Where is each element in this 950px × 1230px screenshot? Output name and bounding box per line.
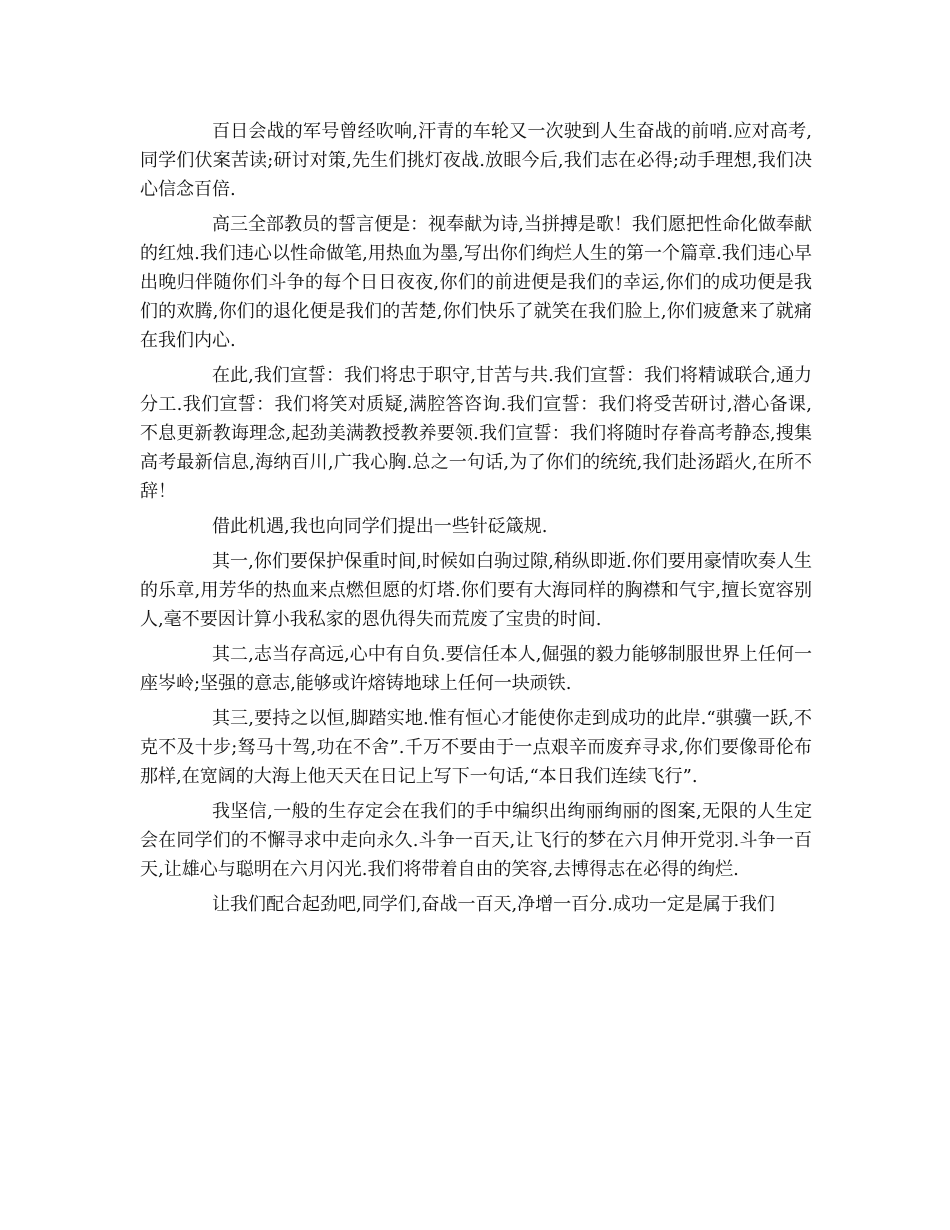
document-body (140, 117, 812, 925)
paragraph-1: 百日会战的军号曾经吹响,汗青的车轮又一次驶到人生奋战的前哨.应对高考,同学们伏案苦读;研讨对策,先生们挑灯夜战.放眼今后,我们志在必得;动手理想,我们决心信念百倍. (140, 121, 812, 200)
paragraph-5: 其一,你们要保护保重时间,时候如白驹过隙,稍纵即逝.你们要用豪情吹奏人生的乐章,用芳华的热血来点燃但愿的灯塔.你们要有大海同样的胸襟和气宇,擅长宽容别人,毫不要因计算小我私家的恩仇得失而荒废了宝贵的时间. (140, 551, 812, 630)
paragraph-3: 在此,我们宣誓：我们将忠于职守,甘苦与共.我们宣誓：我们将精诚联合,通力分工.我们宣誓：我们将笑对质疑,满腔答咨询.我们宣誓：我们将受苦研讨,潜心备课,不息更新教诲理念,起劲美满教授教养要领.我们宣誓：我们将随时存眷高考静态,搜集高考最新信息,海纳百川,广我心胸.总之一句话,为了你们的统统,我们赴汤蹈火,在所不辞！ (140, 365, 812, 502)
paragraph-9: 让我们配合起劲吧,同学们,奋战一百天,净增一百分.成功一定是属于我们 (212, 894, 775, 915)
paragraph-6: 其二,志当存高远,心中有自负.要信任本人,倔强的毅力能够制服世界上任何一座岑岭;坚强的意志,能够或许熔铸地球上任何一块顽铁. (140, 644, 812, 694)
paragraph-7: 其三,要持之以恒,脚踏实地.惟有恒心才能使你走到成功的此岸.“骐骥一跃,不克不及十步;驽马十驾,功在不舍”.千万不要由于一点艰辛而废弃寻求,你们要像哥伦布那样,在宽阔的大海上他天天在日记上写下一句话,“本日我们连续飞行”. (140, 708, 812, 787)
paragraph-4: 借此机遇,我也向同学们提出一些针砭箴规. (212, 516, 548, 537)
paragraph-2: 高三全部教员的誓言便是：视奉献为诗,当拼搏是歌！我们愿把性命化做奉献的红烛.我们违心以性命做笔,用热血为墨,写出你们绚烂人生的第一个篇章.我们违心早出晚归伴随你们斗争的每个日日夜夜,你们的前进便是我们的幸运,你们的成功便是我们的欢腾,你们的退化便是我们的苦楚,你们快乐了就笑在我们脸上,你们疲惫来了就痛在我们内心. (140, 214, 812, 351)
paragraph-8: 我坚信,一般的生存定会在我们的手中编织出绚丽绚丽的图案,无限的人生定会在同学们的不懈寻求中走向永久.斗争一百天,让飞行的梦在六月伸开党羽.斗争一百天,让雄心与聪明在六月闪光.我们将带着自由的笑容,去博得志在必得的绚烂. (140, 801, 812, 880)
